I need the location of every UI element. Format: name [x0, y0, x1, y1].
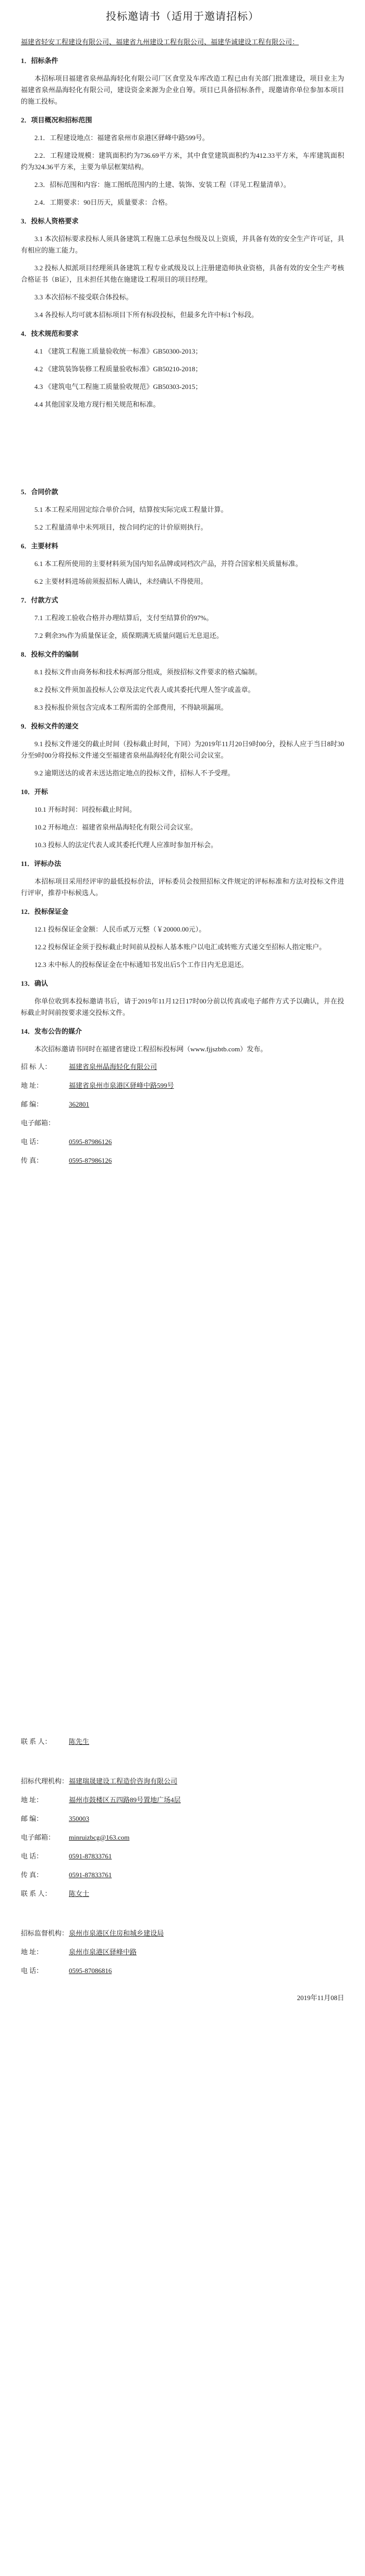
section-4-item: 4.1 《建筑工程施工质量验收统一标准》GB50300-2013； — [34, 347, 202, 355]
contact-block: 联 系 人： 陈先生 招标代理机构：福建瑞晟建设工程造价咨询有限公司 地 址： 福州市鼓楼区五四路89号置地广场4层 邮 编： 350003 电子邮箱： minruizbcg@163.com 电 话： 0591-87833761 传 真： 0591-87833761 联 系 人： 陈女士 招标监督机构：泉州市泉港区住房和城乡建设局 地 址： 泉州市泉港区驿峰中路 电 话： 0595-87086816 2019年11月08日 — [21, 1736, 344, 2004]
section-2-item: 2.2．工程建设规模：建筑面积约为736.69平方米，其中食堂建筑面积约为412.33平方米，车库建筑面积约为324.36平方米，主要为单层框架结构。 — [21, 152, 344, 171]
section-10-item: 10.1 开标时间：同投标截止时间。 — [34, 806, 137, 813]
section-9-item: 9.1 投标文件递交的截止时间（投标截止时间，下同）为2019年11月20日9时00分，投标人应于当日8时30分至9时00分将投标文件递交至福建省泉州晶海轻化有限公司会议室。 — [21, 740, 344, 759]
section-8-item: 8.2 投标文件须加盖投标人公章及法定代表人或其委托代理人签字或盖章。 — [34, 686, 255, 694]
document-date: 2019年11月08日 — [297, 1994, 344, 2002]
section-4-item: 4.2 《建筑装饰装修工程质量验收标准》GB50210-2018； — [34, 365, 202, 373]
section-2-heading: 2．项目概况和招标范围 — [21, 116, 92, 124]
agency-contact: 陈女士 — [69, 1890, 90, 1898]
agency-fax: 0591-87833761 — [69, 1871, 112, 1879]
section-3-heading: 3．投标人资格要求 — [21, 217, 79, 225]
section-9-item: 9.2 逾期送达的或者未送达指定地点的投标文件，招标人不予受理。 — [34, 769, 235, 777]
section-3-item: 3.4 各投标人均可就本招标项目下所有标段投标，但最多允许中标1个标段。 — [34, 311, 259, 319]
tenderer-fax: 0595-87986126 — [69, 1157, 112, 1164]
section-4-heading: 4．技术规范和要求 — [21, 330, 79, 337]
tenderer-address: 福建省泉州市泉港区驿峰中路599号 — [69, 1082, 174, 1089]
section-10-item: 10.3 投标人的法定代表人或其委托代理人应准时参加开标会。 — [34, 841, 218, 849]
section-8-item: 8.3 投标报价须包含完成本工程所需的全部费用，不得缺项漏项。 — [34, 703, 228, 711]
section-4-item: 4.3 《建筑电气工程施工质量验收规范》GB50303-2015； — [34, 383, 202, 391]
tenderer-phone: 0595-87986126 — [69, 1138, 112, 1146]
blank-space — [21, 1174, 344, 1736]
section-5-item: 5.2 工程量清单中未列项目，按合同约定的计价原则执行。 — [34, 523, 208, 531]
section-3-item: 3.3 本次招标不接受联合体投标。 — [34, 293, 133, 301]
supervisor-phone: 0595-87086816 — [69, 1967, 112, 1975]
section-11-body: 本招标项目采用经评审的最低投标价法，评标委员会按照招标文件规定的评标标准和方法对投标文件进行评审，推荐中标候选人。 — [21, 877, 344, 897]
section-14-heading: 14．发布公告的媒介 — [21, 1027, 82, 1035]
section-1-body: 本招标项目福建省泉州晶海轻化有限公司厂区食堂及车库改造工程已由有关部门批准建设，项目业主为福建省泉州晶海轻化有限公司，建设资金来源为企业自筹。项目已具备招标条件，现邀请你单位参加本项目的施工投标。 — [21, 74, 344, 105]
invitee-line: 福建省轻安工程建设有限公司、福建省九州建设工程有限公司、福建华诚建设工程有限公司： — [21, 38, 299, 46]
section-10-item: 10.2 开标地点：福建省泉州晶海轻化有限公司会议室。 — [34, 823, 198, 831]
section-4-item: 4.4 其他国家及地方现行相关规范和标准。 — [34, 400, 160, 408]
agency-postcode: 350003 — [69, 1815, 89, 1823]
section-12-heading: 12．投标保证金 — [21, 908, 69, 915]
section-12-item: 12.2 投标保证金须于投标截止时间前从投标人基本账户以电汇或转账方式递交至招标人指定账户。 — [34, 943, 326, 951]
section-6-item: 6.2 主要材料进场前须报招标人确认，未经确认不得使用。 — [34, 577, 208, 585]
document-title: 投标邀请书（适用于邀请招标） — [106, 11, 259, 22]
section-13-heading: 13．确认 — [21, 979, 48, 987]
section-9-heading: 9．投标文件的递交 — [21, 722, 79, 730]
section-5-item: 5.1 本工程采用固定综合单价合同，结算按实际完成工程量计算。 — [34, 506, 228, 513]
agency-name: 福建瑞晟建设工程造价咨询有限公司 — [69, 1777, 178, 1785]
agency-email: minruizbcg@163.com — [69, 1833, 130, 1841]
section-10-heading: 10．开标 — [21, 788, 48, 796]
section-14-body: 本次招标邀请书同时在福建省建设工程招标投标网（www.fjjszbtb.com）发布。 — [34, 1045, 267, 1053]
section-6-item: 6.1 本工程所使用的主要材料须为国内知名品牌或同档次产品，并符合国家相关质量标准。 — [34, 560, 302, 568]
tenderer-contact: 陈先生 — [69, 1738, 90, 1745]
section-7-heading: 7．付款方式 — [21, 596, 58, 604]
section-8-item: 8.1 投标文件由商务标和技术标两部分组成，须按招标文件要求的格式编制。 — [34, 668, 262, 676]
section-6-heading: 6．主要材料 — [21, 542, 58, 550]
section-3-item: 3.1 本次招标要求投标人须具备建筑工程施工总承包叁级及以上资质，并具备有效的安全生产许可证，具有相应的施工能力。 — [21, 235, 344, 254]
section-7-item: 7.1 工程竣工验收合格并办理结算后，支付至结算价的97%。 — [34, 614, 213, 622]
section-12-item: 12.1 投标保证金金额：人民币贰万元整（￥20000.00元）。 — [34, 925, 206, 933]
section-3-item: 3.2 投标人拟派项目经理须具备建筑工程专业贰级及以上注册建造师执业资格，具备有效的安全生产考核合格证书（B证），且未担任其他在施建设工程项目的项目经理。 — [21, 264, 344, 283]
section-12-item: 12.3 未中标人的投标保证金在中标通知书发出后5个工作日内无息退还。 — [34, 961, 248, 969]
blank-space — [21, 417, 344, 479]
section-5-heading: 5．合同价款 — [21, 488, 58, 496]
agency-address: 福州市鼓楼区五四路89号置地广场4层 — [69, 1796, 181, 1804]
tenderer-name: 福建省泉州晶海轻化有限公司 — [69, 1063, 157, 1071]
signature-block: 招 标 人： 福建省泉州晶海轻化有限公司 地 址： 福建省泉州市泉港区驿峰中路599号 邮 编： 362801 电子邮箱： 电 话： 0595-87986126 传 真： 0595-87986126 — [21, 1063, 174, 1164]
agency-phone: 0591-87833761 — [69, 1852, 112, 1860]
supervisor-address: 泉州市泉港区驿峰中路 — [69, 1948, 137, 1956]
tenderer-postcode: 362801 — [69, 1100, 89, 1108]
section-7-item: 7.2 剩余3%作为质量保证金，质保期满无质量问题后无息退还。 — [34, 632, 223, 639]
section-1-heading: 1．招标条件 — [21, 57, 58, 65]
section-11-heading: 11．评标办法 — [21, 860, 62, 868]
section-2-item: 2.4．工期要求：90日历天，质量要求：合格。 — [34, 198, 172, 206]
section-13-body: 你单位收到本投标邀请书后，请于2019年11月12日17时00分前以传真或电子邮件方式予以确认，并在投标截止时间前按要求递交投标文件。 — [21, 997, 344, 1016]
section-2-item: 2.1．工程建设地点：福建省泉州市泉港区驿峰中路599号。 — [34, 134, 209, 142]
section-2-item: 2.3．招标范围和内容：施工图纸范围内的土建、装饰、安装工程（详见工程量清单）。 — [34, 181, 290, 189]
section-8-heading: 8．投标文件的编制 — [21, 650, 79, 658]
supervisor-name: 泉州市泉港区住房和城乡建设局 — [69, 1929, 164, 1937]
